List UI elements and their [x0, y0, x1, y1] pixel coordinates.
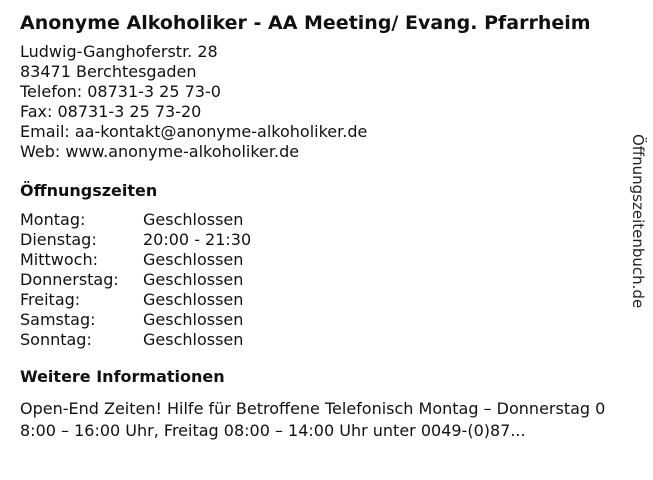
- street-address: Ludwig-Ganghoferstr. 28: [20, 42, 218, 61]
- hours-row: [20, 210, 620, 230]
- hours-time: Geschlossen: [143, 210, 244, 229]
- hours-time: Geschlossen: [143, 250, 244, 269]
- hours-day: Samstag:: [20, 310, 96, 329]
- listing-title: Anonyme Alkoholiker - AA Meeting/ Evang. Pfarrheim: [20, 12, 591, 34]
- listing-card: [20, 10, 620, 442]
- hours-row: [20, 290, 620, 310]
- hours-day: Dienstag:: [20, 230, 97, 249]
- hours-day: Donnerstag:: [20, 270, 119, 289]
- phone: Telefon: 08731-3 25 73-0: [20, 82, 221, 101]
- email: Email: aa-kontakt@anonyme-alkoholiker.de: [20, 122, 368, 141]
- hours-time: Geschlossen: [143, 290, 244, 309]
- site-watermark: Öffnungszeitenbuch.de: [629, 134, 647, 309]
- hours-time: Geschlossen: [143, 330, 244, 349]
- hours-time: Geschlossen: [143, 270, 244, 289]
- city: 83471 Berchtesgaden: [20, 62, 197, 81]
- hours-row: [20, 310, 620, 330]
- hours-heading: Öffnungszeiten: [20, 181, 158, 200]
- hours-row: [20, 330, 620, 350]
- hours-day: Sonntag:: [20, 330, 92, 349]
- hours-table: [20, 210, 620, 350]
- more-info-heading: Weitere Informationen: [20, 367, 225, 386]
- more-info-text: Open-End Zeiten! Hilfe für Betroffene Telefonisch Montag – Donnerstag 08:00 – 16:00 Uhr, Freitag 08:00 – 14:00 Uhr unter 0049-(0)87...: [20, 399, 606, 440]
- hours-row: [20, 250, 620, 270]
- hours-row: [20, 230, 620, 250]
- address-block: [20, 42, 620, 162]
- fax: Fax: 08731-3 25 73-20: [20, 102, 202, 121]
- hours-day: Mittwoch:: [20, 250, 98, 269]
- hours-day: Montag:: [20, 210, 86, 229]
- hours-time: 20:00 - 21:30: [143, 230, 252, 249]
- hours-day: Freitag:: [20, 290, 81, 309]
- hours-row: [20, 270, 620, 290]
- hours-time: Geschlossen: [143, 310, 244, 329]
- website: Web: www.anonyme-alkoholiker.de: [20, 142, 300, 161]
